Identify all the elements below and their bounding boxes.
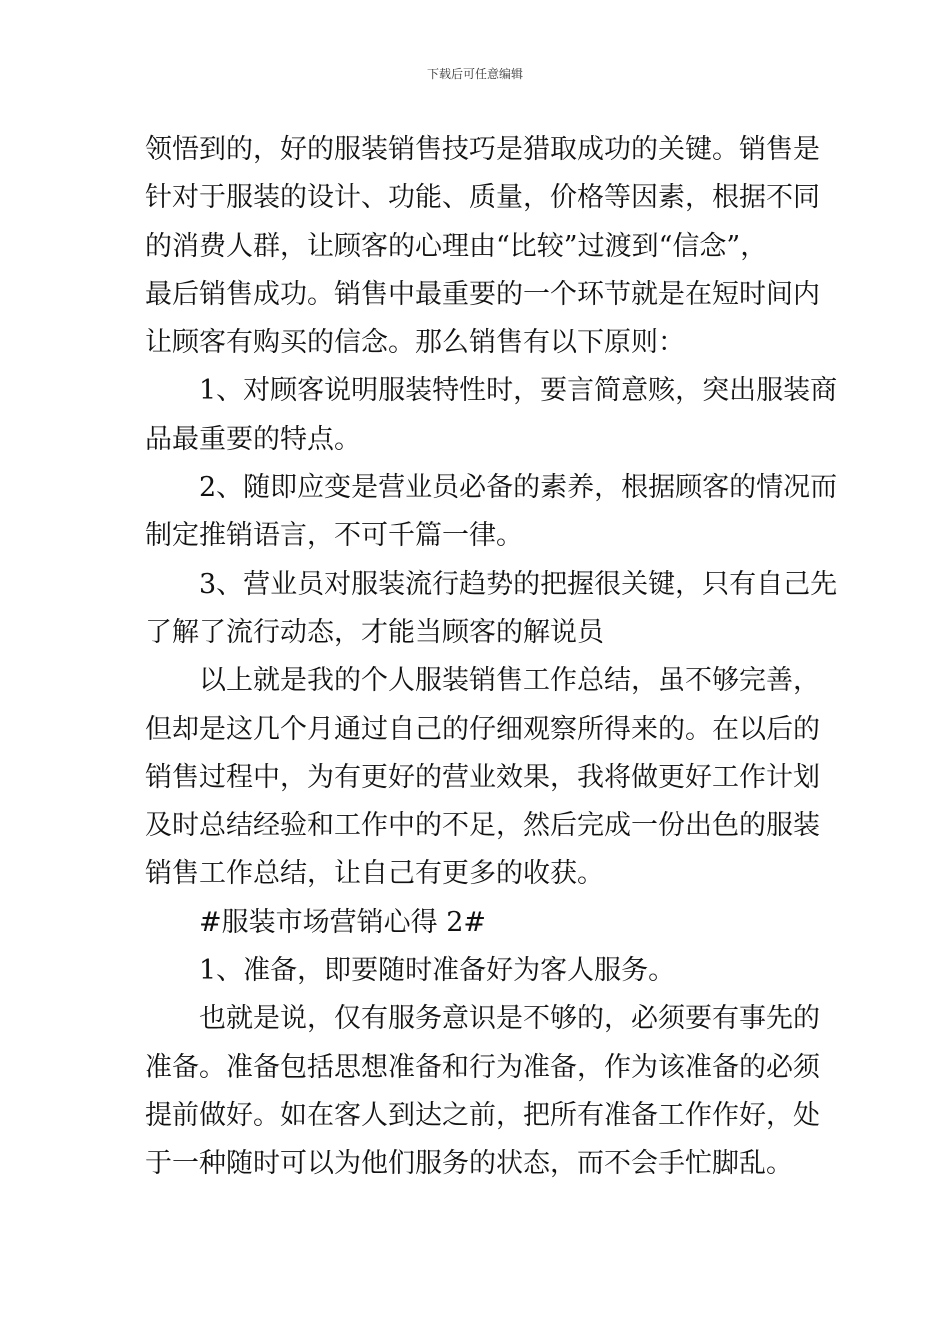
text-line: 及时总结经验和工作中的不足，然后完成一份出色的服装 xyxy=(145,810,820,842)
text-line: 针对于服装的设计、功能、质量，价格等因素，根据不同 xyxy=(145,182,820,214)
text-line: 3、营业员对服装流行趋势的把握很关键，只有自己先 xyxy=(199,568,838,600)
text-line: 准备。准备包括思想准备和行为准备，作为该准备的必须 xyxy=(145,1051,820,1083)
text-line: 以上就是我的个人服装销售工作总结，虽不够完善， xyxy=(199,665,820,697)
document-body xyxy=(145,126,838,1189)
text-line: 2、随即应变是营业员必备的素养，根据顾客的情况而 xyxy=(199,472,838,504)
text-line: 了解了流行动态，才能当顾客的解说员 xyxy=(145,616,604,648)
text-line: 于一种随时可以为他们服务的状态，而不会手忙脚乱。 xyxy=(145,1148,793,1180)
text-line: 的消费人群，让顾客的心理由“比较”过渡到“信念”， xyxy=(145,230,768,262)
text-line: 1、对顾客说明服装特性时，要言简意赅，突出服装商 xyxy=(199,375,838,407)
text-line: 品最重要的特点。 xyxy=(145,423,361,455)
text-line: 销售工作总结，让自己有更多的收获。 xyxy=(145,858,604,890)
text-line: 提前做好。如在客人到达之前，把所有准备工作作好，处 xyxy=(145,1099,820,1131)
text-line: 领悟到的，好的服装销售技巧是猎取成功的关键。销售是 xyxy=(145,134,820,165)
text-line: 销售过程中，为有更好的营业效果，我将做更好工作计划 xyxy=(145,761,820,793)
text-line: 1、准备，即要随时准备好为客人服务。 xyxy=(199,955,676,987)
text-line: 也就是说，仅有服务意识是不够的，必须要有事先的 xyxy=(199,1003,820,1035)
page-header: 下载后可任意编辑 xyxy=(426,67,523,81)
text-line: #服装市场营销心得 2# xyxy=(199,906,487,938)
text-line: 最后销售成功。销售中最重要的一个环节就是在短时间内 xyxy=(145,278,820,310)
text-line: 让顾客有购买的信念。那么销售有以下原则： xyxy=(145,327,685,359)
text-line: 制定推销语言，不可千篇一律。 xyxy=(145,520,523,552)
text-line: 但却是这几个月通过自己的仔细观察所得来的。在以后的 xyxy=(145,713,820,745)
